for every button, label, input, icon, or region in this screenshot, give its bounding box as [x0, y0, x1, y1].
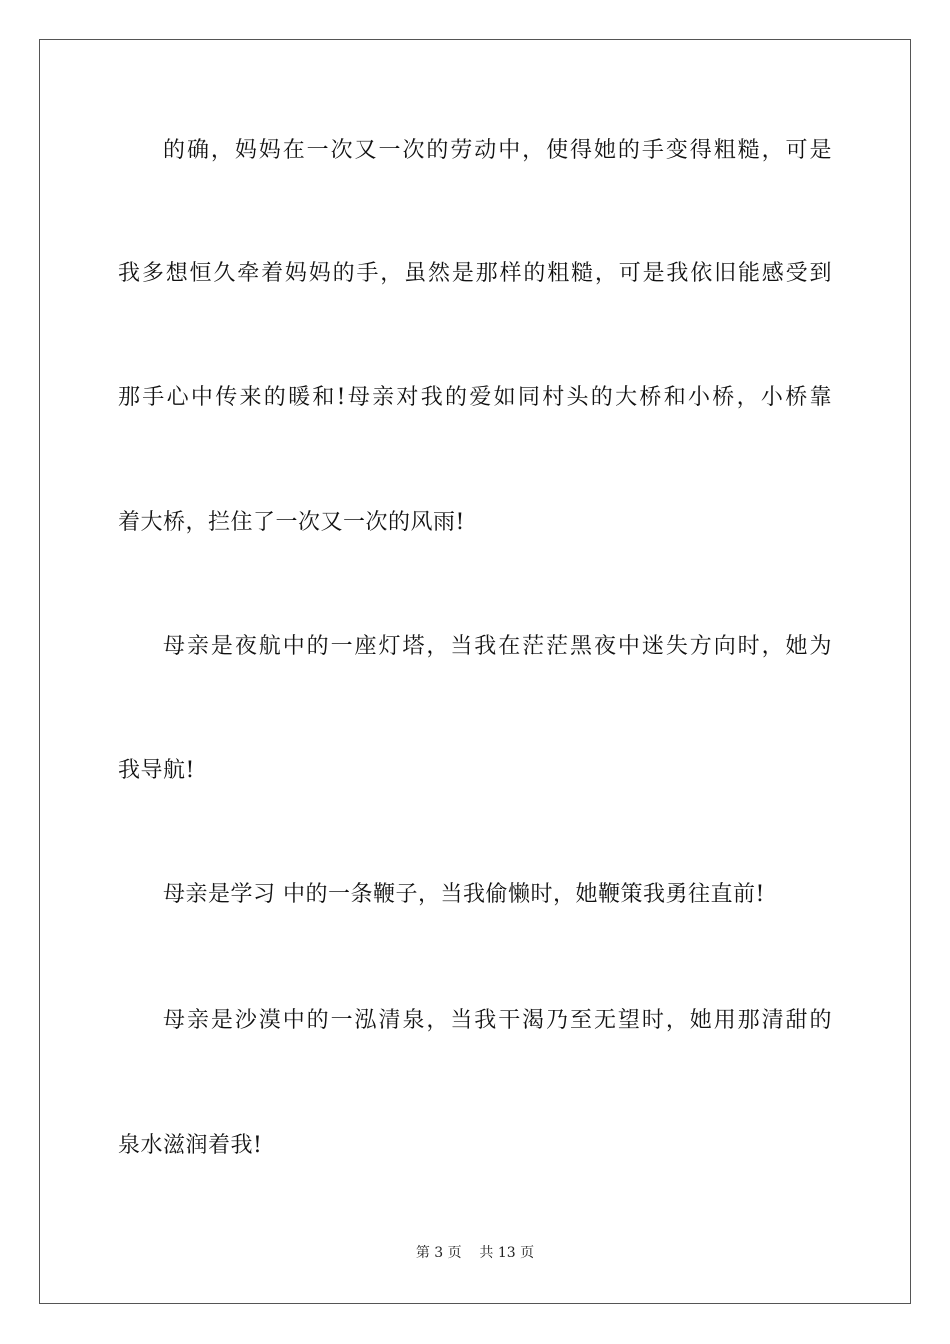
- text-line: 母亲是学习 中的一条鞭子，当我偷懒时，她鞭策我勇往直前!: [163, 882, 765, 907]
- text-line: 泉水滋润着我!: [118, 1133, 263, 1158]
- text-line: 母亲是夜航中的一座灯塔，当我在茫茫黑夜中迷失方向时，她为: [163, 634, 832, 659]
- text-line: 着大桥，拦住了一次又一次的风雨!: [118, 510, 465, 535]
- page-number-label: 第 3 页 共 13 页: [415, 1245, 535, 1261]
- text-line: 的确，妈妈在一次又一次的劳动中，使得她的手变得粗糙，可是: [163, 138, 832, 163]
- page-frame: [39, 39, 911, 1304]
- text-line: 我导航!: [118, 758, 195, 783]
- text-line: 那手心中传来的暖和!母亲对我的爱如同村头的大桥和小桥，小桥靠: [118, 385, 832, 410]
- text-line: 我多想恒久牵着妈妈的手，虽然是那样的粗糙，可是我依旧能感受到: [118, 261, 832, 286]
- text-line: 母亲是沙漠中的一泓清泉，当我干渴乃至无望时，她用那清甜的: [163, 1008, 832, 1033]
- page-footer: [0, 1243, 950, 1263]
